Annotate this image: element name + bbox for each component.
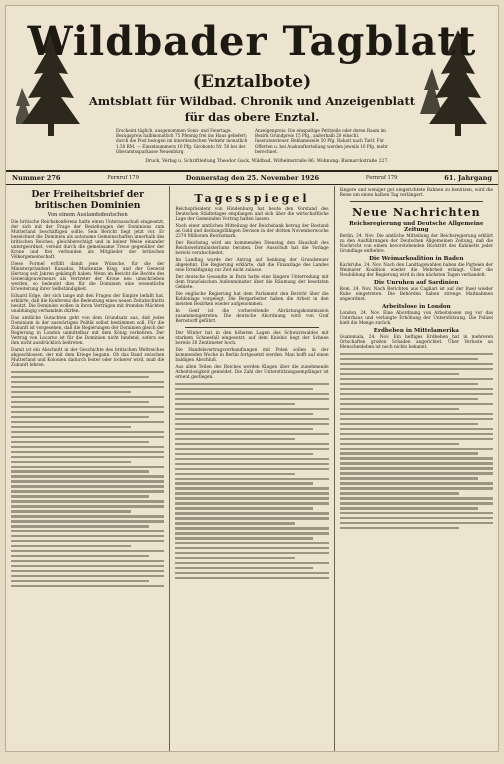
phone-right: Fernruf 179 (365, 175, 398, 181)
newspaper-page (5, 5, 499, 752)
subscription-terms: Erscheint täglich, ausgenommen Sonn- und Feiertage. Bezugspreis halbmonatlich 75 Pfennig frei ins Haus geliefert; durch die Post bezogen im innerdeutschen Verkehr monatlich 1.50 RM. — Einzelnummern 10 Pfg. Girokonto Nr. 50 bei der Oberamtssparkasse Neuenbürg. (116, 128, 248, 154)
news-item: Karlsruhe, 24. Nov. Nach den Landtagswahlen haben die Parteien der Weimarer Koalition wieder die Mehrheit erlangt. Über die Neubildung der Regierung wird in den nächsten Tagen verhandelt. (339, 263, 493, 278)
news-item: Reichspräsident von Hindenburg hat heute den Vorstand des Deutschen Städtetages empfangen und sich über die wirtschaftliche Lage der Gemeinden Vortrag halten lassen. (175, 207, 329, 222)
news-item: Der Winter hat in den höheren Lagen des Schwarzwaldes mit starkem Schneefall eingesetzt; auf dem Kniebis liegt der Schnee bereits 30 Zentimeter hoch. (175, 331, 329, 346)
column-divider-rule (185, 327, 318, 328)
article-headline: Der Freiheitsbrief der britischen Dominien (31, 189, 144, 211)
news-item: London, 24. Nov. Eine Abordnung von Arbeitslosen zog vor das Unterhaus und verlangte Erhöhung der Unterstützung. Die Polizei hielt die Menge zurück. (339, 311, 493, 326)
news-subheading: Die Weimarkoalition in Baden (369, 256, 464, 262)
column-2 (169, 186, 333, 751)
news-item: Im Landtag wurde der Antrag auf Senkung der Grundsteuer abgelehnt. Die Regierung erklärte, daß die Finanzlage des Landes eine Ermäßigung zur Zeit nicht zulasse. (175, 258, 329, 273)
issue-date: Donnerstag den 25. November 1926 (185, 174, 320, 182)
news-item: Guatemala, 24. Nov. Ein heftiges Erdbeben hat in mehreren Ortschaften großen Schaden angerichtet. Über Verluste an Menschenleben ist noch nichts bekannt. (339, 335, 493, 350)
news-item: Aus allen Teilen des Reiches werden Klagen über die zunehmende Arbeitslosigkeit gemeldet. Die Zahl der Unterstützungsempfänger ist erneut gestiegen. (175, 365, 329, 380)
article-paragraph: Eduard Edge, der sich lange mit den Fragen der Empire befaßt hat, erklärte, daß die Konferenz die Bedeutung eines neuen Zeitabschnitts besitzt. Die Dominien wollen in ihren Verträgen mit fremden Mächten unabhängig verhandeln dürfen. (11, 294, 165, 314)
news-subheading: Reichsregierung und Deutsche Allgemeine Zeitung (349, 221, 484, 233)
column-3 (334, 186, 498, 751)
news-item: In Genf ist die vorbereitende Abrüstungskommission zusammengetreten. Die deutsche Abordnung wird von Graf Bernstorff geführt. (175, 309, 329, 324)
newspaper-subtitle: (Enztalbote) (192, 72, 312, 92)
section-heading-neue-nachrichten: Neue Nachrichten (352, 206, 481, 219)
news-subheading: Die Unruhen auf Sardinien (374, 280, 459, 286)
article-paragraph: Damit ist ein Abschnitt in der Geschichte des britischen Weltreiches abgeschlossen, der mit dem Kriege begann. Ob das Band zwischen Mutterland und Kolonien dadurch fester oder lockerer wird, muß die Zukunft lehren. (11, 348, 165, 368)
news-item: Nach einer amtlichen Mitteilung der Reichsbank betrug der Bestand an Gold und deckungsfähigen Devisen in der dritten Novemberwoche 2374 Millionen Reichsmark. (175, 224, 329, 239)
news-subheading: Arbeitslose in London (381, 304, 451, 310)
tagline-line-1: Amtsblatt für Wildbad. Chronik und Anzeigenblatt (88, 94, 416, 108)
section-heading-tagesspiegel: Tagesspiegel (194, 192, 310, 205)
article-columns (6, 186, 498, 751)
news-item: Die englische Regierung hat dem Parlament den Bericht über die Kohlenlage vorgelegt. Die Bergarbeiter haben die Arbeit in den meisten Bezirken wieder aufgenommen. (175, 292, 329, 307)
body-text-continued (11, 371, 164, 751)
news-item: Rom, 24. Nov. Nach Berichten aus Cagliari ist auf der Insel wieder Ruhe eingetreten. Die Behörden haben strenge Maßnahmen angeordnet. (339, 287, 493, 302)
volume-number: 61. Jahrgang (444, 174, 492, 182)
masthead (6, 6, 498, 164)
article-paragraph: Die britische Reichskonferenz hatte einen Unterausschuß eingesetzt, der sich mit der Frage der Beziehungen der Dominions zum Mutterland beschäftigen sollte. Sein Bericht liegt jetzt vor. Er bezeichnet die Dominien als autonome Gemeinschaften innerhalb des britischen Reiches, gleichberechtigt und in keiner Weise einander untergeordnet, vereint durch die gemeinsame Treue gegenüber der Krone und frei verbunden als Mitglieder der britischen Völkergemeinschaft. (11, 220, 165, 260)
publisher-line: Druck, Verlag u. Schriftleitung Theodor Gack, Wildbad, Wilhelmstraße 86. Wohnung: Bismarckstraße 227. (145, 159, 389, 164)
subscription-info (116, 128, 388, 158)
tagline-line-2: für das obere Enztal. (184, 110, 320, 124)
news-item: Der deutsche Gesandte in Paris hatte eine längere Unterredung mit dem französischen Außenminister über die Räumung der besetzten Gebiete. (175, 275, 329, 290)
column-divider-rule (350, 201, 483, 202)
body-text-continued (340, 353, 493, 751)
newspaper-title: Wildbader Tagblatt (27, 18, 477, 65)
article-paragraph: Das amtliche Gutachten geht von dem Grundsatz aus, daß jedes Dominium in der auswärtigen Politik selbst bestimmen soll. Für die Zukunft ist vorgesehen, daß die Regierungen der Dominien gleich der Regierung in London unmittelbar mit dem König verkehren. Der Vertrag von Locarno ist für die Dominien nicht bindend, sofern sie ihm nicht ausdrücklich beitreten. (11, 316, 165, 346)
column-1 (6, 186, 169, 751)
news-item: Der Reichstag wird am kommenden Dienstag den Haushalt des Reichswehrministeriums beraten. Der Ausschuß hat die Vorlage bereits verabschiedet. (175, 241, 329, 256)
article-paragraph: längere und weniger gut eingerichtete Bahnen zu benützen, wird die Reise um einen halben Tag verlängert. (339, 188, 493, 198)
body-text-continued (175, 383, 328, 751)
news-item: Berlin, 24. Nov. Die amtliche Mitteilung der Reichsregierung erklärt zu den Ausführungen der Deutschen Allgemeinen Zeitung, daß die Nachricht von einem bevorstehenden Rücktritt des Kabinetts jeder Grundlage entbehre. (339, 234, 493, 254)
issue-date-bar (6, 170, 498, 185)
article-paragraph: Diese Formel erfüllt damit jene Wünsche, für die der Ministerpräsident Kanadas, Mackenzie King, und der General Hertzog seit Jahren gekämpft haben. Wenn im Bericht die Rechte des Generalgouverneurs als Vertreter der Krone neu umschrieben werden, so bedeutet dies für die Dominien eine wesentliche Erweiterung ihrer Selbständigkeit. (11, 262, 165, 292)
issue-number: Nummer 276 (12, 174, 61, 182)
advertising-rates: Anzeigenpreis: Die einspaltige Petitzeile oder deren Raum im Bezirk Grundpreis 15 Pfg., außerhalb 20 einschl. Inseratensteuer. Reklamezeile 50 Pfg. Rabatt nach Tarif. Für Offerten u. bei Auskunfterteilung werden jeweils 10 Pfg. mehr berechnet. (255, 128, 388, 154)
news-subheading: Erdbeben in Mittelamerika (373, 328, 459, 334)
phone-left: Fernruf 179 (107, 175, 139, 181)
news-item: Die Handelsvertragsverhandlungen mit Polen sollen in der kommenden Woche in Berlin fortgesetzt werden. Man hofft auf einen baldigen Abschluß. (175, 348, 329, 363)
article-byline: Von einem Auslandsdeutschen (47, 212, 128, 218)
